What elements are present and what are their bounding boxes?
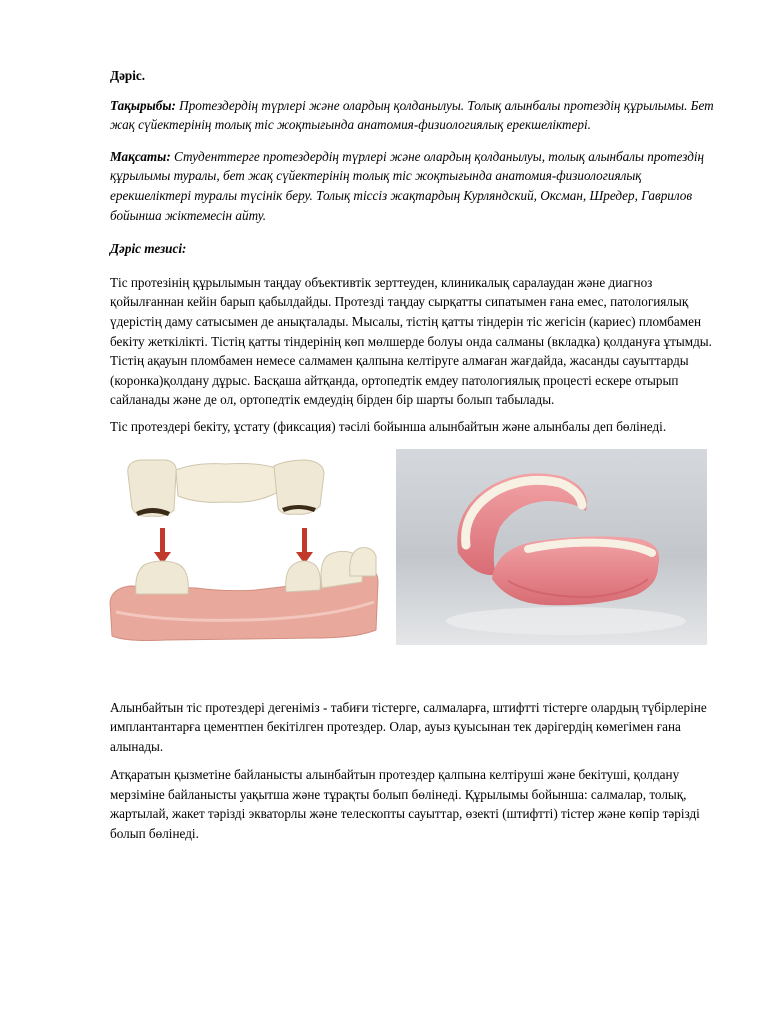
document-content <box>110 66 714 851</box>
body-paragraph-3: Алынбайтын тіс протездері дегеніміз - табиғи тістерге, салмаларға, штифтті тістерге олардың түбірлеріне имплантантарға цементпен бекітілген протездер. Олар, ауыз қуысынан тек дәрігердің көмегімен ғана алынады. <box>110 699 707 754</box>
lecture-heading: Дәріс. <box>110 68 146 83</box>
topic-text: Протездердің түрлері және олардың қолданылуы. Толық алынбалы протездің құрылымы. Бет жақ сүйектерінің толық тіс жоқтығында анатомия-физиологиялық ерекшеліктері. <box>110 97 714 133</box>
body-paragraph-2: Тіс протездері бекіту, ұстату (фиксация) тәсілі бойынша алынбайтын және алынбалы деп бөлінеді. <box>110 418 667 434</box>
body-paragraph-4: Атқаратын қызметіне байланысты алынбайтын протездер қалпына келтіруші және бекітуші, қолдану мерзіміне байланысты уақытша және тұрақты болып бөлінеді. Құрылымы бойынша: салмалар, толық, жартылай, жакет тәрізді экваторлы және телескопты сауыттар, өзекті (штифтті) тістер және көпір тәрізді болып бөлінеді. <box>110 767 700 842</box>
topic-label: Тақырыбы: <box>110 97 176 113</box>
goal-label: Мақсаты: <box>110 148 171 164</box>
topic-paragraph <box>110 96 714 135</box>
goal-paragraph <box>110 147 714 225</box>
dental-bridge-illustration-icon <box>106 452 382 656</box>
goal-text: Студенттерге протездердің түрлері және олардың қолданылуы, толық алынбалы протездің құрылымы туралы, бет жақ сүйектерінің толық тіс жоқтығында анатомия-физиологиялық ерекшеліктері туралы түсінік беру. Толық тіссіз жақтардың Курляндский, Оксман, Шредер, Гаврилов бойынша жіктемесін айту. <box>110 148 705 223</box>
complete-denture-photo-icon <box>396 449 707 645</box>
figures-row <box>106 444 714 676</box>
thesis-heading: Дәріс тезисі: <box>110 241 187 257</box>
body-paragraph-1: Тіс протезінің құрылымын таңдау объективтік зерттеуден, клиникалық саралаудан және диагноз қойылғаннан кейін барып қабылдайды. Протезді таңдау сырқатты сипатымен ғана емес, патологиялық үдерістің даму сатысымен де анықталады. Мысалы, тістің қатты тіндерін тіс жегісін (кариес) пломбамен бекіту жеткілікті. Тістің қатты тіндерінің көп мөлшерде болуы онда салманы (вкладка) қолдануға ұтымды. Тістің ақауын пломбамен немесе салмамен қалпына келтіруге алмаған жағдайда, жасанды сауыттарды (коронка)қолдану дұрыс. Басқаша айтқанда, ортопедтік емдеу патологиялық процесті ескере отырып сайланады және де ол, ортопедтік емдеудің бірден бір шарты болып табылады. <box>110 274 712 408</box>
